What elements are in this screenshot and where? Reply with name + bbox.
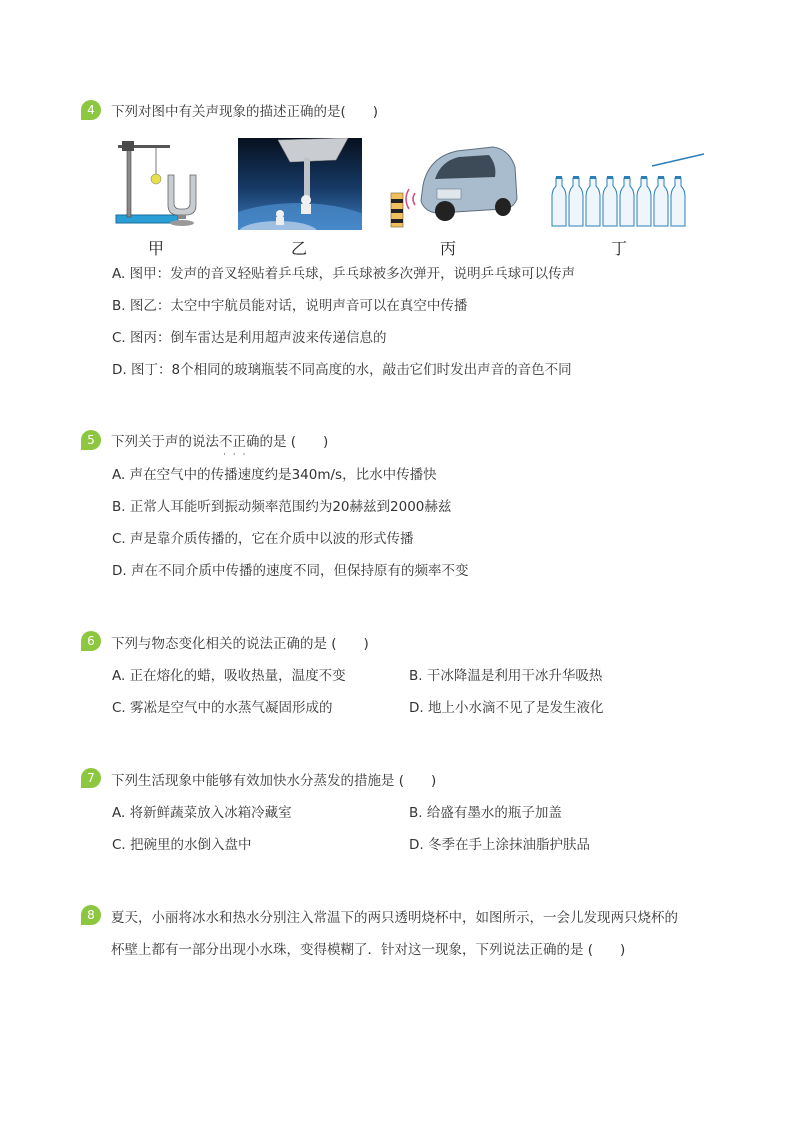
bottle <box>620 176 634 226</box>
option-d[interactable]: D. 声在不同介质中传播的速度不同，但保持原有的频率不变 <box>112 563 469 579</box>
question-number-badge: 4 <box>81 100 101 120</box>
option-c[interactable]: C. 把碗里的水倒入盘中 <box>112 837 252 853</box>
bottle <box>603 176 617 226</box>
option-a[interactable]: A. 声在空气中的传播速度约是340m/s，比水中传播快 <box>112 467 437 483</box>
figure-tuning-fork <box>108 133 218 233</box>
emphasized-text: 不正确 · · · <box>219 434 260 450</box>
bottle <box>552 176 566 226</box>
question-number-badge: 5 <box>81 430 101 450</box>
bottle <box>654 176 668 226</box>
question-stem-line-2: 杯壁上都有一部分出现小水珠，变得模糊了．针对这一现象，下列说法正确的是 ( ) <box>111 942 626 958</box>
question-stem: 下列与物态变化相关的说法正确的是 ( ) <box>111 636 369 652</box>
option-d[interactable]: D. 地上小水滴不见了是发生液化 <box>409 700 604 716</box>
option-a[interactable]: A. 将新鲜蔬菜放入冰箱冷藏室 <box>112 805 292 821</box>
option-c[interactable]: C. 声是靠介质传播的，它在介质中以波的形式传播 <box>112 531 414 547</box>
bottle <box>637 176 651 226</box>
question-number-badge: 7 <box>81 768 101 788</box>
figure-caption-yi: 乙 <box>291 239 308 258</box>
option-b[interactable]: B. 干冰降温是利用干冰升华吸热 <box>409 668 603 684</box>
option-c[interactable]: C. 图丙：倒车雷达是利用超声波来传递信息的 <box>112 330 387 346</box>
striking-stick <box>652 154 704 166</box>
question-stem-line-1: 夏天，小丽将冰水和热水分别注入常温下的两只透明烧杯中，如图所示，一会儿发现两只烧杯的 <box>111 910 678 926</box>
figure-caption-ding: 丁 <box>611 239 628 258</box>
figure-reversing-car <box>385 143 520 231</box>
bottle <box>586 176 600 226</box>
option-c[interactable]: C. 雾凇是空气中的水蒸气凝固形成的 <box>112 700 333 716</box>
option-b[interactable]: B. 正常人耳能听到振动频率范围约为20赫兹到2000赫兹 <box>112 499 452 515</box>
stem-text: 下列关于声的说法 <box>111 434 219 450</box>
bottle <box>671 176 685 226</box>
bottle <box>569 176 583 226</box>
figure-caption-bing: 丙 <box>440 239 457 258</box>
stem-text: 的是 ( ) <box>259 434 329 450</box>
option-b[interactable]: B. 给盛有墨水的瓶子加盖 <box>409 805 562 821</box>
figure-caption-jia: 甲 <box>148 239 165 258</box>
option-b[interactable]: B. 图乙：太空中宇航员能对话，说明声音可以在真空中传播 <box>112 298 468 314</box>
figure-astronauts <box>238 138 362 230</box>
question-number-badge: 6 <box>81 631 101 651</box>
question-stem: 下列生活现象中能够有效加快水分蒸发的措施是 ( ) <box>111 773 437 789</box>
option-a[interactable]: A. 图甲：发声的音叉轻贴着乒乓球，乒乓球被多次弹开，说明乒乓球可以传声 <box>112 266 576 282</box>
figure-bottles <box>548 150 710 230</box>
option-d[interactable]: D. 图丁：8个相同的玻璃瓶装不同高度的水，敲击它们时发出声音的音色不同 <box>112 362 572 378</box>
option-a[interactable]: A. 正在熔化的蜡，吸收热量，温度不变 <box>112 668 346 684</box>
question-stem <box>111 432 328 452</box>
question-number-badge: 8 <box>81 905 101 925</box>
option-d[interactable]: D. 冬季在手上涂抹油脂护肤品 <box>409 837 590 853</box>
question-stem: 下列对图中有关声现象的描述正确的是( ) <box>111 104 379 120</box>
